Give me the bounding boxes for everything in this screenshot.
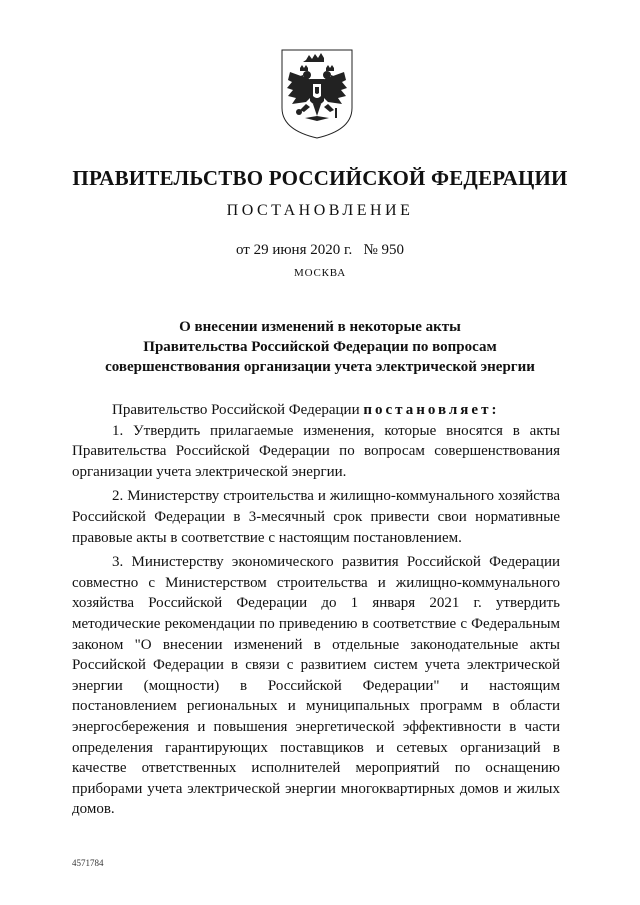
preamble-text: Правительство Российской Федерации: [112, 402, 360, 418]
document-id: 4571784: [72, 858, 104, 868]
document-date: от 29 июня 2020 г.: [235, 242, 353, 258]
date-number-line: [0, 242, 640, 259]
city-name: МОСКВА: [294, 267, 346, 279]
title-line-2: Правительства Российской Федерации по вопросам: [143, 339, 497, 355]
document-body: [72, 400, 560, 824]
paragraph-2: 2. Министерству строительства и жилищно-коммунального хозяйства Российской Федерации в 3-месячный срок привести свои нормативные правовые акты в соответствие с настоящим постановлением.: [72, 488, 560, 546]
preamble-action: постановляет:: [363, 402, 500, 418]
title-line-3: совершенствования организации учета электрической энергии: [105, 359, 535, 375]
document-title: [60, 317, 580, 377]
document-type: ПОСТАНОВЛЕНИЕ: [226, 202, 414, 219]
government-heading: ПРАВИТЕЛЬСТВО РОССИЙСКОЙ ФЕДЕРАЦИИ: [72, 166, 568, 190]
title-line-1: О внесении изменений в некоторые акты: [179, 319, 461, 335]
document-number: № 950: [363, 242, 405, 258]
preamble: [72, 400, 560, 421]
paragraph-3: 3. Министерству экономического развития Российской Федерации совместно с Министерством строительства и жилищно-коммунального хозяйства Российской Федерации до 1 января 2021 г. утвердить методические рекомендации по приведению в соответствие с Федеральным законом "О внесении изменений в отдельные законодательные акты Российской Федерации в связи с развитием систем учета электрической энергии (мощности) в Российской Федерации" и настоящим постановлением региональных и муниципальных программ в области энергосбережения и повышения энергетической эффективности в части определения гарантирующих поставщиков и сетевых организаций в качестве ответственных исполнителей мероприятий по оснащению приборами учета электрической энергии многоквартирных домов и жилых домов.: [72, 554, 560, 818]
paragraph-1: 1. Утвердить прилагаемые изменения, которые вносятся в акты Правительства Российской Федерации по вопросам совершенствования организации учета электрической энергии.: [72, 422, 560, 480]
russian-coat-of-arms-icon: [276, 46, 358, 142]
